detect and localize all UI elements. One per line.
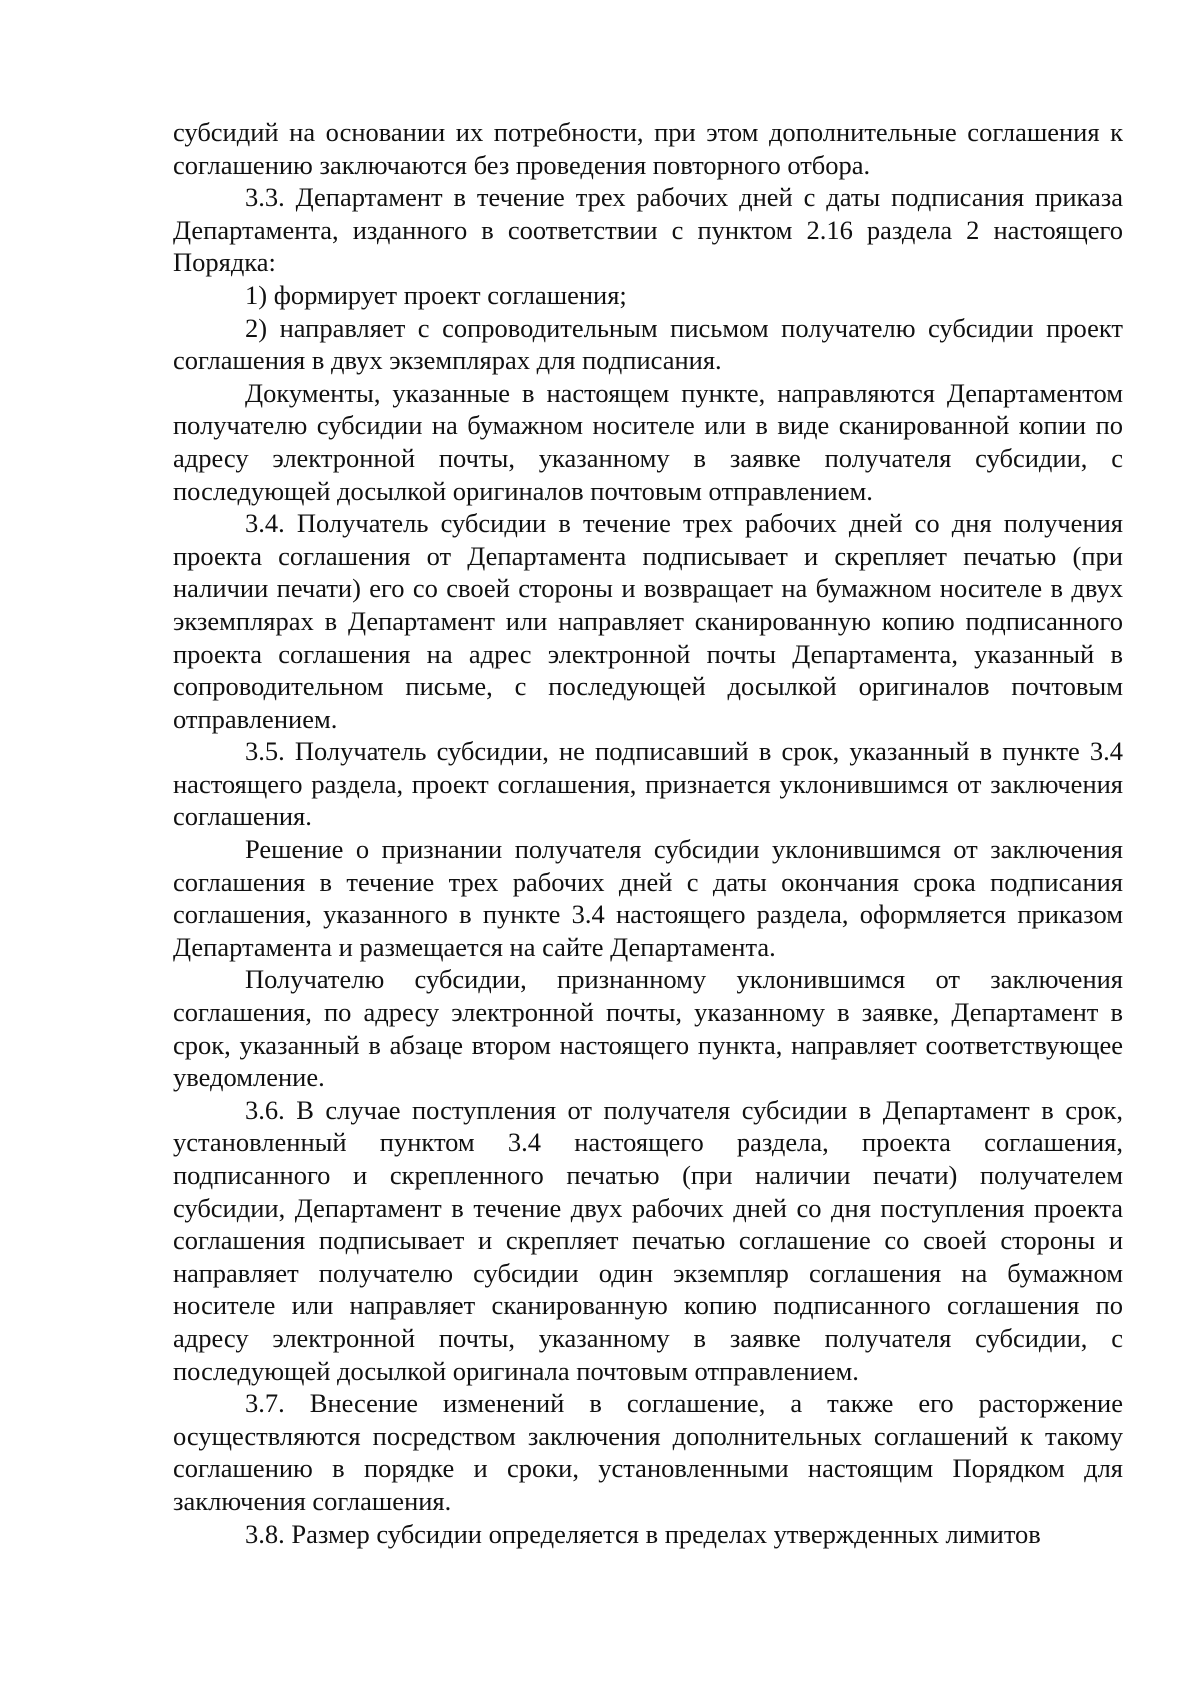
paragraph-3-3: 3.3. Департамент в течение трех рабочих дней с даты подписания приказа Департамента, изданного в соответствии с пунктом 2.16 раздела 2 настоящего Порядка: <box>173 182 1123 278</box>
paragraph-3-7: 3.7. Внесение изменений в соглашение, а также его расторжение осуществляются посредством заключения дополнительных соглашений к такому соглашению в порядке и сроки, установленными настоящим Порядком для заключения соглашения. <box>173 1388 1123 1516</box>
paragraph-continuation: субсидий на основании их потребности, при этом дополнительные соглашения к соглашению заключаются без проведения повторного отбора. <box>173 117 1123 180</box>
document-page <box>173 116 1123 1550</box>
paragraph-decision: Решение о признании получателя субсидии уклонившимся от заключения соглашения в течение трех рабочих дней с даты окончания срока подписания соглашения, указанного в пункте 3.4 настоящего раздела, оформляется приказом Департамента и размещается на сайте Департамента. <box>173 834 1123 962</box>
paragraph-3-6: 3.6. В случае поступления от получателя субсидии в Департамент в срок, установленный пунктом 3.4 настоящего раздела, проекта соглашения, подписанного и скрепленного печатью (при наличии печати) получателем субсидии, Департамент в течение двух рабочих дней со дня поступления проекта соглашения подписывает и скрепляет печатью соглашение со своей стороны и направляет получателю субсидии один экземпляр соглашения на бумажном носителе или направляет сканированную копию подписанного соглашения по адресу электронной почты, указанному в заявке получателя субсидии, с последующей досылкой оригинала почтовым отправлением. <box>173 1094 1123 1386</box>
list-item-1: 1) формирует проект соглашения; <box>245 279 627 310</box>
paragraph-3-8: 3.8. Размер субсидии определяется в пределах утвержденных лимитов <box>245 1518 1041 1549</box>
paragraph-3-5: 3.5. Получатель субсидии, не подписавший в срок, указанный в пункте 3.4 настоящего раздела, проект соглашения, признается уклонившимся от заключения соглашения. <box>173 736 1123 832</box>
paragraph-3-4: 3.4. Получатель субсидии в течение трех рабочих дней со дня получения проекта соглашения от Департамента подписывает и скрепляет печатью (при наличии печати) его со своей стороны и возвращает на бумажном носителе в двух экземплярах в Департамент или направляет сканированную копию подписанного проекта соглашения на адрес электронной почты Департамента, указанный в сопроводительном письме, с последующей досылкой оригиналов почтовым отправлением. <box>173 508 1123 734</box>
list-item-2: 2) направляет с сопроводительным письмом получателю субсидии проект соглашения в двух экземплярах для подписания. <box>173 312 1123 376</box>
paragraph-documents: Документы, указанные в настоящем пункте, направляются Департаментом получателю субсидии на бумажном носителе или в виде сканированной копии по адресу электронной почты, указанному в заявке получателя субсидии, с последующей досылкой оригиналов почтовым отправлением. <box>173 377 1123 506</box>
paragraph-notification: Получателю субсидии, признанному уклонившимся от заключения соглашения, по адресу электронной почты, указанному в заявке, Департамент в срок, указанный в абзаце втором настоящего пункта, направляет соответствующее уведомление. <box>173 964 1123 1093</box>
